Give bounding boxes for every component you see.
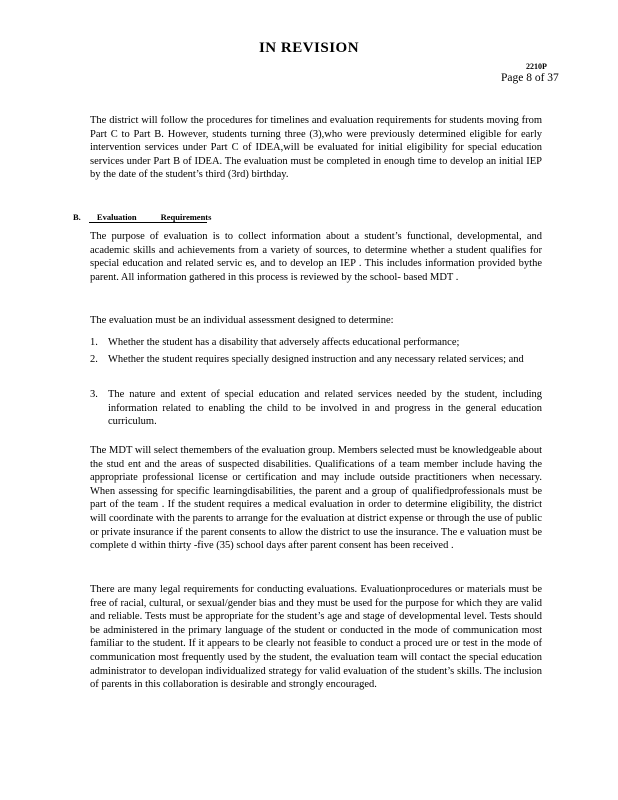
document-code: 2210P (526, 62, 547, 71)
section-b-heading (73, 212, 212, 223)
paragraph-part-c-transition: The district will follow the procedures for timelines and evaluation requirements for students moving from Part C to Part B. However, students turning three (3),who were previously determined eligible for early intervention services under Part C of IDEA,will be evaluated for initial eligibility for special education services under Part B of IDEA. The evaluation must be completed in enough time to develop an initial IEP by the date of the student’s third (3rd) birthday. (90, 115, 542, 181)
section-title-word-1: Evaluation (96, 212, 137, 222)
page-title: IN REVISION (258, 40, 360, 56)
list-item-number: 2. (90, 354, 98, 365)
page-number: Page 8 of 37 (501, 72, 559, 84)
paragraph-mdt-selection: The MDT will select themembers of the evaluation group. Members selected must be knowledgeable about the stud ent and the areas of suspected disabilities. Qualifications of a team member include having the appropriate professional license or certification and may include outside practitioners when necessary. When assessing for specific learningdisabilities, the parent and a group of qualifiedprofessionals must be part of the team . If the student requires a medical evaluation in order to determine eligibility, the district will coordinate with the parents to arrange for the evaluation at district expense or through the use of public or private insurance if the parent consents to allow the district to use the insurance. The e valuation must be complete d within thirty -five (35) school days after parent consent has been received . (90, 445, 542, 552)
list-item-text: Whether the student has a disability that adversely affects educational performance; (108, 337, 460, 348)
section-letter: B. (73, 212, 81, 222)
paragraph-evaluation-purpose: The purpose of evaluation is to collect information about a student’s functional, developmental, and academic skills and achievements from a variety of sources, to determine whether a student qualifies for special education and related servic es, and to develop an IEP . This includes information provided bythe parent. All information gathered in this process is reviewed by the school- based MDT . (90, 231, 542, 283)
list-item (90, 353, 542, 367)
paragraph-legal-requirements: There are many legal requirements for conducting evaluations. Evaluationprocedures or materials must be free of racial, cultural, or sexual/gender bias and they must be used for the purpose for which they are valid and reliable. Tests must be appropriate for the student’s age and stage of developmental level. Tests should be administered in the primary language of the student or conducted in the mode of communication most familiar to the student. If it appears to be clearly not feasible to conduct a proced ure or test in the mode of communication most frequently used by the student, the evaluation team will contact the special education administrator to developan individualized strategy for valid evaluation of the student’s skills. The inclusion of parents in this collaboration is desirable and strongly encouraged. (90, 584, 542, 691)
list-item-text: The nature and extent of special education and related services needed by the student, including information related to enabling the child to be involved in and progress in the general education curriculum. (108, 389, 542, 428)
section-title-word-2: Requirements (160, 212, 212, 222)
list-item-number: 1. (90, 337, 98, 348)
list-item-text: Whether the student requires specially designed instruction and any necessary related services; and (108, 354, 524, 365)
list-item (90, 388, 542, 429)
list-item-number: 3. (90, 389, 98, 400)
list-item (90, 336, 542, 350)
section-title-underline (89, 212, 212, 223)
paragraph-evaluation-individual: The evaluation must be an individual assessment designed to determine: (90, 315, 394, 326)
